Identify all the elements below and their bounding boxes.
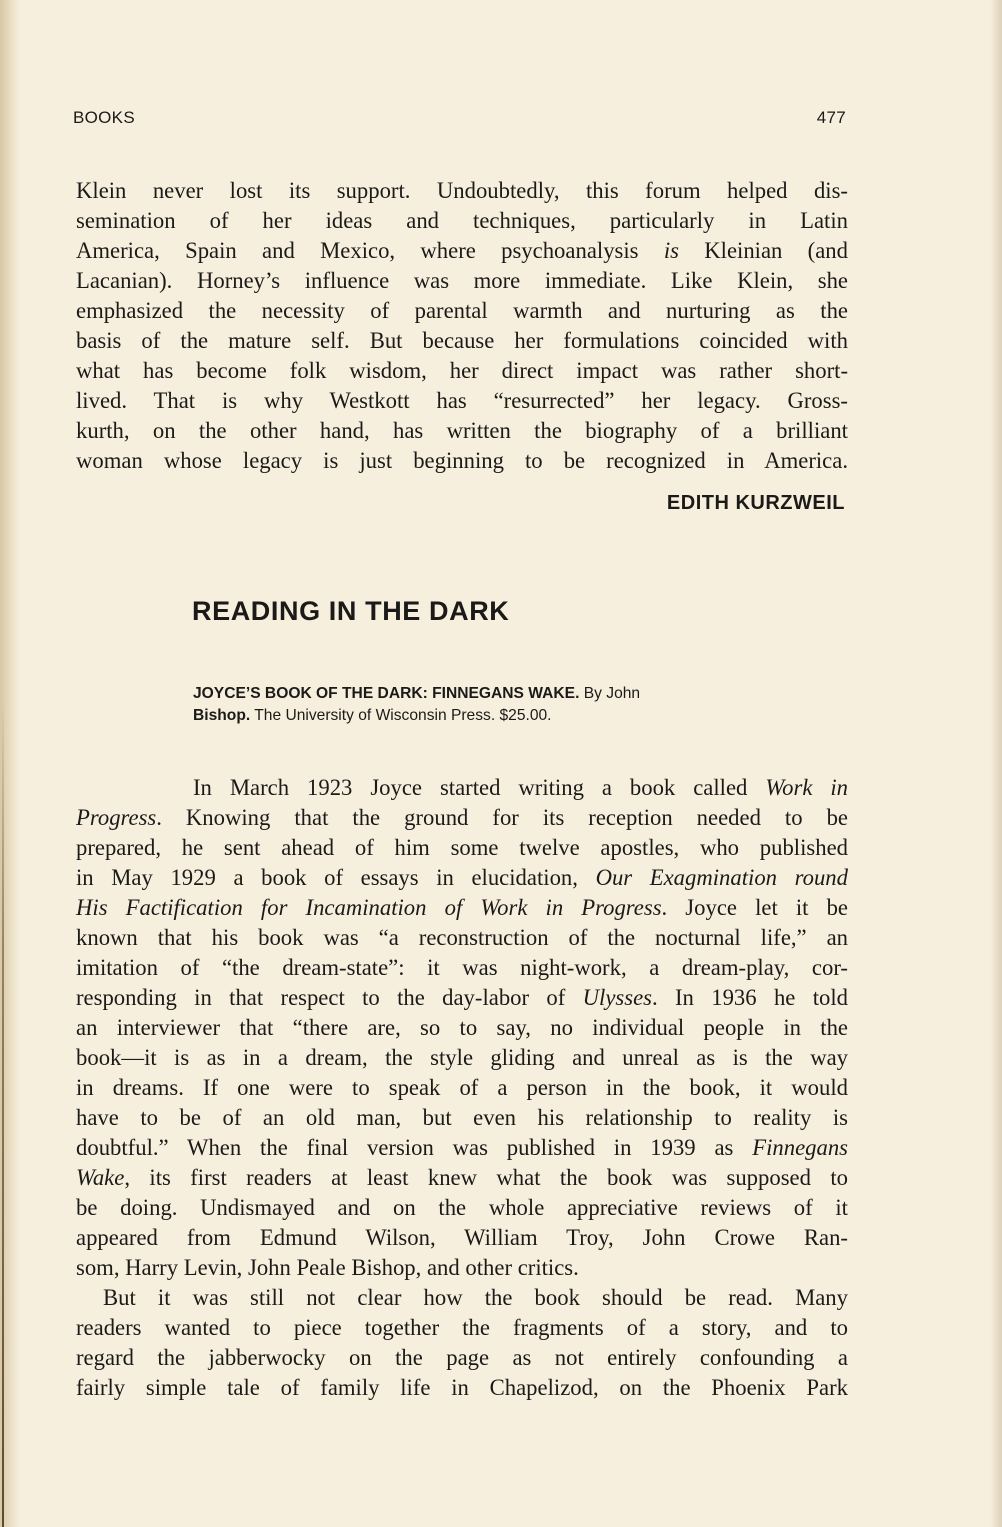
page-number: 477	[816, 108, 846, 127]
italic-text: Wake	[76, 1165, 125, 1190]
review-paragraph-2	[76, 1283, 848, 1403]
italic-text: Finnegans	[752, 1135, 848, 1160]
text-line	[76, 1223, 848, 1253]
text-line	[76, 1043, 848, 1073]
book-citation	[193, 683, 793, 727]
text-segment: semination of her ideas and techniques, particularly in Latin	[76, 208, 848, 233]
reviewer-signature: EDITH KURZWEIL	[666, 492, 845, 514]
text-line	[76, 1253, 848, 1283]
text-line	[76, 446, 848, 476]
text-line	[76, 803, 848, 833]
text-line	[76, 1103, 848, 1133]
page-edge-line	[2, 700, 4, 1527]
text-line	[76, 386, 848, 416]
text-segment: responding in that respect to the day-labor of	[76, 985, 583, 1010]
text-segment: In March 1923 Joyce started writing a book called	[193, 775, 766, 800]
section-title: BOOKS	[73, 108, 135, 127]
italic-text: Progress	[76, 805, 157, 830]
text-segment: . In 1936 he told	[651, 985, 849, 1010]
text-line	[76, 1343, 848, 1373]
text-line	[76, 206, 848, 236]
text-line	[76, 176, 848, 206]
text-line	[76, 1013, 848, 1043]
review-paragraph-1	[76, 773, 848, 1283]
text-segment: book—it is as in a dream, the style gliding and unreal as is the way	[76, 1045, 848, 1070]
text-segment: readers wanted to piece together the fragments of a story, and to	[76, 1315, 848, 1340]
text-segment: emphasized the necessity of parental warmth and nurturing as the	[76, 298, 848, 323]
book-title: JOYCE’S BOOK OF THE DARK: FINNEGANS WAKE.	[193, 685, 580, 702]
text-line	[76, 983, 848, 1013]
text-segment: known that his book was “a reconstruction of the nocturnal life,” an	[76, 925, 848, 950]
text-segment: imitation of “the dream-state”: it was night-work, a dream-play, cor-	[76, 955, 848, 980]
review-continuation-text	[76, 176, 848, 476]
review-body	[76, 773, 848, 1403]
text-segment: an interviewer that “there are, so to say, no individual people in the	[76, 1015, 848, 1040]
text-segment: kurth, on the other hand, has written the biography of a brilliant	[76, 418, 848, 443]
text-line	[76, 326, 848, 356]
text-line	[76, 236, 848, 266]
text-line	[76, 953, 848, 983]
text-line	[76, 1193, 848, 1223]
text-line	[76, 1373, 848, 1403]
text-line	[76, 863, 848, 893]
italic-text: Our Exagmination round	[595, 865, 848, 890]
text-line	[76, 266, 848, 296]
text-segment: prepared, he sent ahead of him some twelve apostles, who published	[76, 835, 848, 860]
text-segment: be doing. Undismayed and on the whole appreciative reviews of it	[76, 1195, 848, 1220]
text-segment: woman whose legacy is just beginning to be recognized in America.	[76, 448, 848, 473]
text-segment: America, Spain and Mexico, where psychoanalysis	[76, 238, 664, 263]
text-segment: in May 1929 a book of essays in elucidation,	[76, 865, 596, 890]
text-segment: Klein never lost its support. Undoubtedly, this forum helped dis-	[76, 178, 848, 203]
text-segment: lived. That is why Westkott has “resurrected” her legacy. Gross-	[76, 388, 848, 413]
text-line	[76, 1133, 848, 1163]
author-name: Bishop.	[193, 707, 251, 724]
author-prefix: By John	[583, 685, 641, 702]
text-segment: som, Harry Levin, John Peale Bishop, and other critics.	[76, 1255, 579, 1280]
text-segment: Kleinian (and	[678, 238, 848, 263]
text-line	[76, 416, 848, 446]
text-line	[76, 773, 848, 803]
text-line	[76, 893, 848, 923]
text-line	[76, 923, 848, 953]
text-segment: appeared from Edmund Wilson, William Troy, John Crowe Ran-	[76, 1225, 848, 1250]
text-line	[76, 1073, 848, 1103]
text-segment: . Joyce let it be	[661, 895, 848, 920]
italic-text: Work in	[765, 775, 848, 800]
text-line	[76, 1283, 848, 1313]
text-segment: in dreams. If one were to speak of a person in the book, it would	[76, 1075, 848, 1100]
text-segment: regard the jabberwocky on the page as not entirely confounding a	[76, 1345, 848, 1370]
text-segment: fairly simple tale of family life in Chapelizod, on the Phoenix Park	[76, 1375, 848, 1400]
text-line	[76, 296, 848, 326]
text-segment: doubtful.” When the final version was published in 1939 as	[76, 1135, 753, 1160]
text-line	[76, 356, 848, 386]
review-heading: READING IN THE DARK	[192, 596, 510, 626]
text-segment: . Knowing that the ground for its reception needed to be	[156, 805, 848, 830]
italic-text: Ulysses	[582, 985, 652, 1010]
italic-text: is	[663, 238, 679, 263]
text-segment: basis of the mature self. But because her formulations coincided with	[76, 328, 848, 353]
publisher-price: The University of Wisconsin Press. $25.00.	[254, 707, 552, 724]
review-continuation	[76, 176, 848, 476]
text-segment: But it was still not clear how the book should be read. Many	[103, 1285, 848, 1310]
page-right-shadow	[990, 0, 1002, 1527]
text-segment: what has become folk wisdom, her direct impact was rather short-	[76, 358, 848, 383]
text-segment: Lacanian). Horney’s influence was more immediate. Like Klein, she	[76, 268, 848, 293]
italic-text: His Factification for Incamination of Work in Progress	[76, 895, 662, 920]
text-segment: have to be of an old man, but even his relationship to reality is	[76, 1105, 848, 1130]
text-segment: , its first readers at least knew what the book was supposed to	[124, 1165, 848, 1190]
text-line	[76, 1313, 848, 1343]
text-line	[76, 1163, 848, 1193]
text-line	[76, 833, 848, 863]
